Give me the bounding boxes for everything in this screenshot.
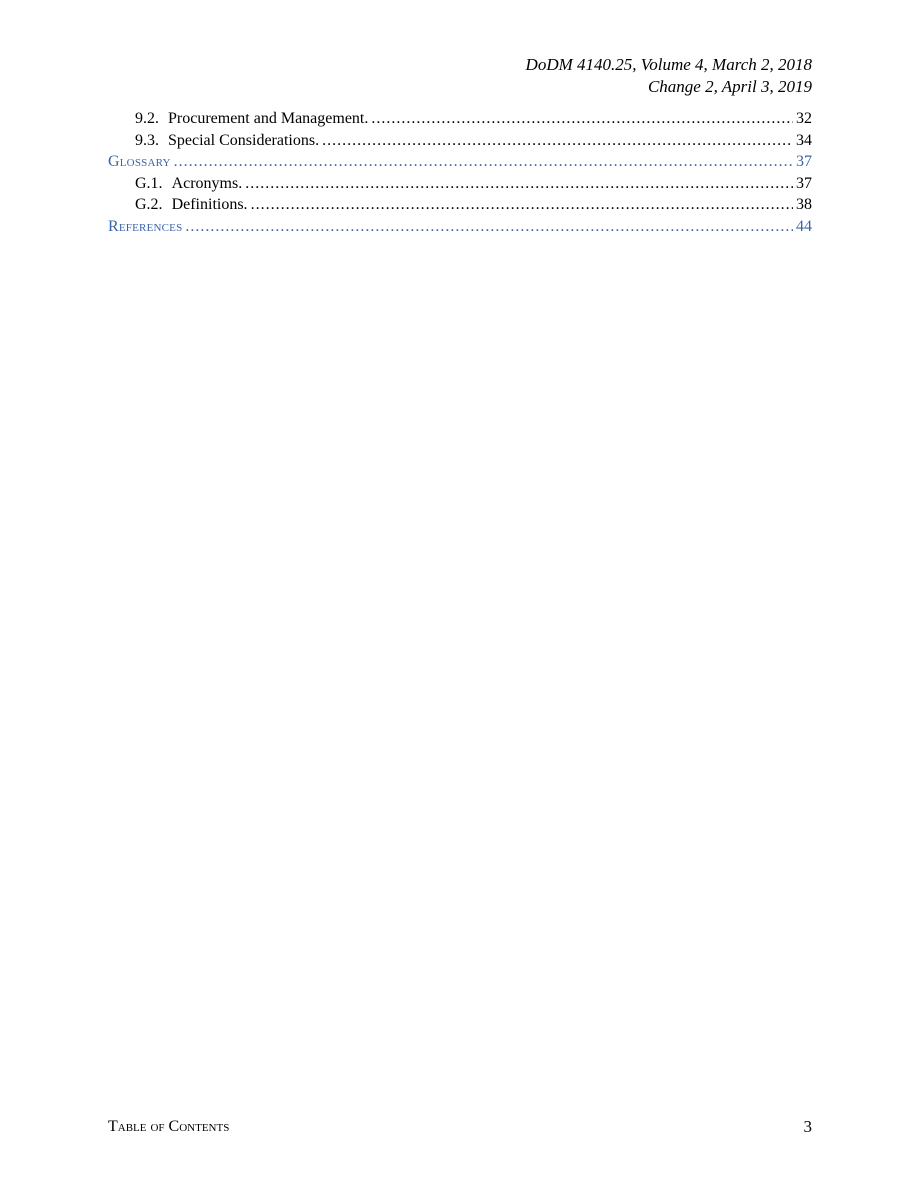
toc-link-glossary[interactable] xyxy=(108,151,812,173)
running-header xyxy=(526,54,812,98)
footer-page-number: 3 xyxy=(803,1117,812,1136)
table-of-contents xyxy=(108,108,812,237)
toc-entry-title: Procurement and Management. xyxy=(168,110,369,127)
toc-chapter-title: References xyxy=(108,217,183,235)
toc-entry-page: 37 xyxy=(796,153,812,170)
dot-leader xyxy=(245,173,793,195)
toc-entry-number: 9.2. xyxy=(135,110,159,127)
header-document-id: DoDM 4140.25, Volume 4, March 2, 2018 xyxy=(525,55,812,74)
toc-link-references[interactable] xyxy=(108,216,812,238)
toc-entry-g-2[interactable] xyxy=(108,194,812,216)
toc-entry-title: Special Considerations. xyxy=(168,131,320,149)
dot-leader xyxy=(251,194,793,216)
toc-entry-page: 37 xyxy=(796,174,812,192)
dot-leader xyxy=(371,108,793,130)
toc-entry-title: Definitions. xyxy=(171,196,248,213)
header-change-date: Change 2, April 3, 2019 xyxy=(647,77,812,96)
toc-entry-page: 34 xyxy=(796,131,812,149)
dot-leader xyxy=(322,130,793,152)
toc-entry-g-1[interactable] xyxy=(108,173,812,195)
footer-section-title: Table of Contents xyxy=(108,1118,230,1135)
toc-entry-page: 32 xyxy=(796,110,812,127)
toc-entry-number: G.1. xyxy=(135,174,163,192)
toc-entry-title: Acronyms. xyxy=(171,174,243,192)
toc-entry-page: 44 xyxy=(796,217,812,235)
toc-entry-9-3[interactable] xyxy=(108,130,812,152)
toc-entry-number: 9.3. xyxy=(135,131,159,149)
toc-entry-9-2[interactable] xyxy=(108,108,812,130)
toc-entry-page: 38 xyxy=(796,196,812,213)
toc-entry-number: G.2. xyxy=(135,196,163,213)
toc-chapter-title: Glossary xyxy=(108,153,171,170)
dot-leader xyxy=(185,216,793,238)
dot-leader xyxy=(174,151,793,173)
